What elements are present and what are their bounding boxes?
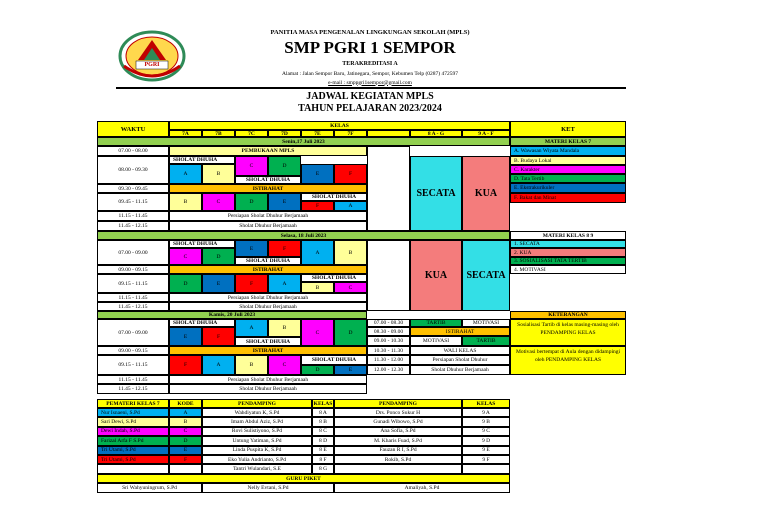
session-cell: E xyxy=(202,274,235,293)
session-cell: A xyxy=(334,201,367,211)
session-cell: F xyxy=(235,274,268,293)
session-cell: B xyxy=(202,164,235,184)
session-cell: C xyxy=(169,248,202,265)
pemateri-name: Dewi Indah, S.Pd xyxy=(97,427,169,436)
d3-activity: MOTIVASI xyxy=(462,319,510,327)
persiapan-cell: Persiapan Sholat Dhuhur Berjamaah xyxy=(169,375,367,384)
pendamping-9-name: Ana Sofia, S.Pd xyxy=(334,427,462,436)
time-cell: 07.00 - 09.00 xyxy=(97,240,169,265)
session-cell: F xyxy=(202,327,235,346)
kelas-9-cell: 9 E xyxy=(462,446,510,455)
day-header: Selasa, 18 Juli 2023 xyxy=(97,231,510,240)
kelas-8-cell: 8 C xyxy=(312,427,334,436)
session-cell: C xyxy=(301,319,334,346)
kelas-9-cell xyxy=(462,464,510,473)
pendamping-9-name xyxy=(334,464,462,473)
pemateri-name: Tri Utami, S.Pd xyxy=(97,455,169,464)
pendamping-8-name: Wahdiyatun K, S.Pd xyxy=(202,408,312,417)
session-cell: A xyxy=(301,240,334,265)
pendamping-9-name: Drs. Ponco Sukur H xyxy=(334,408,462,417)
ket-keterangan-title: KETERANGAN xyxy=(510,311,626,319)
session-cell: D xyxy=(301,365,334,375)
session-cell: B xyxy=(268,319,301,337)
day-header: Kamis, 20 Juli 2023 xyxy=(97,311,367,319)
group-header-9: 9 A - F xyxy=(462,130,510,137)
ket-item: C. Karakter xyxy=(510,165,626,174)
sholat-dhuha-label: SHOLAT DHUHA xyxy=(169,156,235,164)
pendamping-8-name: Linda Puspita K, S.Pd xyxy=(202,446,312,455)
kode-cell xyxy=(169,464,202,473)
ket-item: 1. SECATA xyxy=(510,240,626,248)
day-header: Senin,17 Juli 2023 xyxy=(97,137,510,146)
d3-time: 08.30 - 09.00 xyxy=(367,327,410,336)
persiapan-cell: Persiapan Sholat Dhuhur Berjamaah xyxy=(169,293,367,302)
col-header-kelas-9: KELAS xyxy=(462,399,510,408)
pemateri-name: Tri Utami, S.Pd xyxy=(97,446,169,455)
d3-time: 07.00 - 08.30 xyxy=(367,319,410,327)
pendamping-8-name: Rovi Sulistiyono, S.Pd xyxy=(202,427,312,436)
pemateri-name: Sari Dewi, S.Pd xyxy=(97,417,169,426)
ket-header: KET xyxy=(510,121,626,137)
session-cell: C xyxy=(268,355,301,375)
ket-note-1: Sosialisasi Tartib di kelas masing-masing oleh PENDAMPING KELAS xyxy=(510,319,626,346)
accreditation: TERAKREDITASI A xyxy=(342,61,398,67)
class-header: 7A xyxy=(169,130,202,137)
time-cell: 09.15 - 11.15 xyxy=(97,274,169,293)
session-cell: A xyxy=(169,164,202,184)
kelas-9-cell: 9 A xyxy=(462,408,510,417)
pendamping-9-name: Fauzan R I, S.Pd xyxy=(334,446,462,455)
sholat-dhuha-label: SHOLAT DHUHA xyxy=(169,319,235,327)
ket-item: 3. SOSIALISASI TATA TERTIB xyxy=(510,257,626,265)
d3-time: 10.30 - 11.30 xyxy=(367,346,410,355)
ket-item: F. Bakat dan Minat xyxy=(510,193,626,203)
d3-activity: WALI KELAS xyxy=(410,346,510,355)
school-email: e-mail : smppgri1sempor@gmail.com xyxy=(328,79,412,86)
session-cell: D xyxy=(334,319,367,346)
kelas-8-cell: 8 A xyxy=(312,408,334,417)
ket-item: B. Budaya Lokal xyxy=(510,156,626,165)
session-cell: F xyxy=(334,164,367,184)
sholat-dhuha-label: SHOLAT DHUHA xyxy=(235,176,301,184)
col-header-kelas: KELAS xyxy=(169,121,510,130)
kelas-8-cell: 8 G xyxy=(312,464,334,473)
pemateri-name xyxy=(97,464,169,473)
ket-item: D. Tata Tertib xyxy=(510,174,626,183)
group8-block: KUA xyxy=(410,240,462,311)
session-cell: C xyxy=(202,193,235,211)
pembukaan-cell: PEMBUKAAN MPLS xyxy=(169,146,367,156)
sholat-dhuha-label: SHOLAT DHUHA xyxy=(301,274,367,282)
doc-title: JADWAL KEGIATAN MPLS xyxy=(306,91,434,102)
school-logo xyxy=(118,30,186,82)
session-cell: A xyxy=(268,274,301,293)
ket-item: E. Ekstrakurikuler xyxy=(510,183,626,193)
pendamping-9-name: Gunadi Wibowo, S.Pd xyxy=(334,417,462,426)
d3-activity: Persiapan Sholat Dhuhur xyxy=(410,355,510,365)
time-cell: 11.15 - 11.45 xyxy=(97,293,169,302)
time-cell: 09.45 - 11.15 xyxy=(97,193,169,211)
ket-item: 2. KUA xyxy=(510,248,626,257)
pendamping-8-name: Tantri Wulandari, S.E xyxy=(202,464,312,473)
guru-piket-header: GURU PIKET xyxy=(97,474,510,483)
kelas-9-cell: 9 B xyxy=(462,417,510,426)
kelas-8-cell: 8 E xyxy=(312,446,334,455)
session-cell: E xyxy=(169,327,202,346)
group9-block: SECATA xyxy=(462,240,510,311)
time-cell: 08.00 - 09.30 xyxy=(97,156,169,184)
school-name: SMP PGRI 1 SEMPOR xyxy=(284,38,456,57)
kelas-8-cell: 8 D xyxy=(312,436,334,445)
d3-activity: MOTIVASI xyxy=(410,336,462,346)
spacer xyxy=(367,146,410,231)
ket-item: 4. MOTIVASI xyxy=(510,265,626,274)
kode-cell: B xyxy=(169,417,202,426)
kode-cell: A xyxy=(169,408,202,417)
kelas-8-cell: 8 F xyxy=(312,455,334,464)
session-cell: F xyxy=(169,355,202,375)
session-cell: D xyxy=(169,274,202,293)
dhuhur-cell: Sholat Dhuhur Berjamaah xyxy=(169,384,367,394)
time-cell: 09.30 - 09.45 xyxy=(97,184,169,193)
committee-name: PANITIA MASA PENGENALAN LINGKUNGAN SEKOLAH (MPLS) xyxy=(270,28,470,36)
class-header: 7B xyxy=(202,130,235,137)
ket-item: A. Wawasan Wiyata Mandala xyxy=(510,146,626,156)
session-cell: D xyxy=(202,248,235,265)
ket-k89-title: MATERI KELAS 8 9 xyxy=(510,231,626,240)
doc-subtitle: TAHUN PELAJARAN 2023/2024 xyxy=(298,103,442,114)
sholat-dhuha-label: SHOLAT DHUHA xyxy=(301,355,367,365)
pemateri-name: Nur Isnaeni, S.Pd xyxy=(97,408,169,417)
d3-time: 11.30 - 12.00 xyxy=(367,355,410,365)
session-cell: E xyxy=(235,240,268,257)
time-cell: 09.00 - 09.15 xyxy=(97,265,169,274)
time-cell: 07.00 - 09.00 xyxy=(97,319,169,346)
piket-name: Nelly Evtani, S.Pd xyxy=(202,483,334,493)
ket-note-2: Motivasi bertempat di Aula dengan didampingi oleh PENDAMPING KELAS xyxy=(510,346,626,375)
col-header-pendamping-8: PENDAMPING xyxy=(202,399,312,408)
logo-text: PGRI xyxy=(144,62,160,68)
group8-block: SECATA xyxy=(410,156,462,231)
col-header-kode: KODE xyxy=(169,399,202,408)
session-cell: A xyxy=(235,319,268,337)
time-cell: 07.00 - 08.00 xyxy=(97,146,169,156)
sholat-dhuha-label: SHOLAT DHUHA xyxy=(235,257,301,265)
session-cell: F xyxy=(268,240,301,257)
session-cell: B xyxy=(169,193,202,211)
header-spacer xyxy=(367,130,410,137)
istirahat-bar: ISTIRAHAT xyxy=(169,346,367,355)
group9-block: KUA xyxy=(462,156,510,231)
kelas-8-cell: 8 B xyxy=(312,417,334,426)
dhuhur-cell: Sholat Dhuhur Berjamaah xyxy=(169,302,367,311)
class-header: 7C xyxy=(235,130,268,137)
class-header: 7D xyxy=(268,130,301,137)
pendamping-8-name: Eko Yulia Andrianto, S.Pd xyxy=(202,455,312,464)
session-cell: F xyxy=(301,201,334,211)
header-divider xyxy=(116,87,626,89)
pendamping-8-name: Untung Yatiman, S.Pd xyxy=(202,436,312,445)
d3-activity: TARTIB xyxy=(410,319,462,327)
kode-cell: C xyxy=(169,427,202,436)
piket-name: Amaliyah, S.Pd xyxy=(334,483,510,493)
col-header-pendamping-9: PENDAMPING xyxy=(334,399,462,408)
pendamping-9-name: M. Kharis Fuad, S.Pd xyxy=(334,436,462,445)
class-header: 7E xyxy=(301,130,334,137)
session-cell: C xyxy=(334,282,367,293)
session-cell: D xyxy=(235,193,268,211)
pendamping-9-name: Rokib, S.Pd xyxy=(334,455,462,464)
time-cell: 11.45 - 12.15 xyxy=(97,221,169,231)
d3-activity: TARTIB xyxy=(462,336,510,346)
session-cell: D xyxy=(268,156,301,176)
istirahat-bar: ISTIRAHAT xyxy=(169,184,367,193)
kode-cell: E xyxy=(169,446,202,455)
session-cell: B xyxy=(334,240,367,265)
session-cell: A xyxy=(202,355,235,375)
time-cell: 11.45 - 12.15 xyxy=(97,302,169,311)
col-header-kelas-8: KELAS xyxy=(313,400,333,407)
kode-cell: D xyxy=(169,436,202,445)
session-cell: B xyxy=(235,355,268,375)
kode-cell: F xyxy=(169,455,202,464)
school-address: Alamat : Jalan Sempor Baru, Jatinegara, Sempor, Kebumen Telp (0287) 472597 xyxy=(281,70,459,77)
session-cell: B xyxy=(301,282,334,293)
sholat-dhuha-label: SHOLAT DHUHA xyxy=(235,337,301,346)
ket-blank xyxy=(510,203,626,231)
sholat-dhuha-label: SHOLAT DHUHA xyxy=(169,240,235,248)
ket-k7-title: MATERI KELAS 7 xyxy=(510,137,626,146)
piket-name: Sri Wahyuningrum, S.Pd xyxy=(97,483,202,493)
time-cell: 11.15 - 11.45 xyxy=(97,211,169,221)
col-header-pemateri: PEMATERI KELAS 7 xyxy=(97,399,169,408)
d3-activity: Sholat Dhuhur Berjamaah xyxy=(410,365,510,375)
sholat-dhuha-label: SHOLAT DHUHA xyxy=(301,193,367,201)
pendamping-8-name: Imam Abdul Aziz, S.Pd xyxy=(202,417,312,426)
time-cell: 11.15 - 11.45 xyxy=(97,375,169,384)
d3-time: 09.00 - 10.30 xyxy=(367,336,410,346)
session-cell: E xyxy=(334,365,367,375)
session-cell: E xyxy=(268,193,301,211)
spacer xyxy=(367,240,410,311)
session-cell: C xyxy=(235,156,268,176)
kelas-9-cell: 9 D xyxy=(462,436,510,445)
session-cell: E xyxy=(301,164,334,184)
group-header-8: 8 A - G xyxy=(410,130,462,137)
col-header-waktu: WAKTU xyxy=(97,121,169,137)
d3-activity: ISTIRAHAT xyxy=(410,327,510,336)
kelas-9-cell: 9 C xyxy=(462,427,510,436)
time-cell: 11.45 - 12.15 xyxy=(97,384,169,394)
istirahat-bar: ISTIRAHAT xyxy=(169,265,367,274)
time-cell: 09.00 - 09.15 xyxy=(97,346,169,355)
kelas-9-cell: 9 F xyxy=(462,455,510,464)
pemateri-name: Farizal Arfa F S.Pd xyxy=(97,436,169,445)
class-header: 7F xyxy=(334,130,367,137)
d3-time: 12.00 - 12.30 xyxy=(367,365,410,375)
dhuhur-cell: Sholat Dhuhur Berjamaah xyxy=(169,221,367,231)
persiapan-cell: Persiapan Sholat Dhuhur Berjamaah xyxy=(169,211,367,221)
time-cell: 09.15 - 11.15 xyxy=(97,355,169,375)
